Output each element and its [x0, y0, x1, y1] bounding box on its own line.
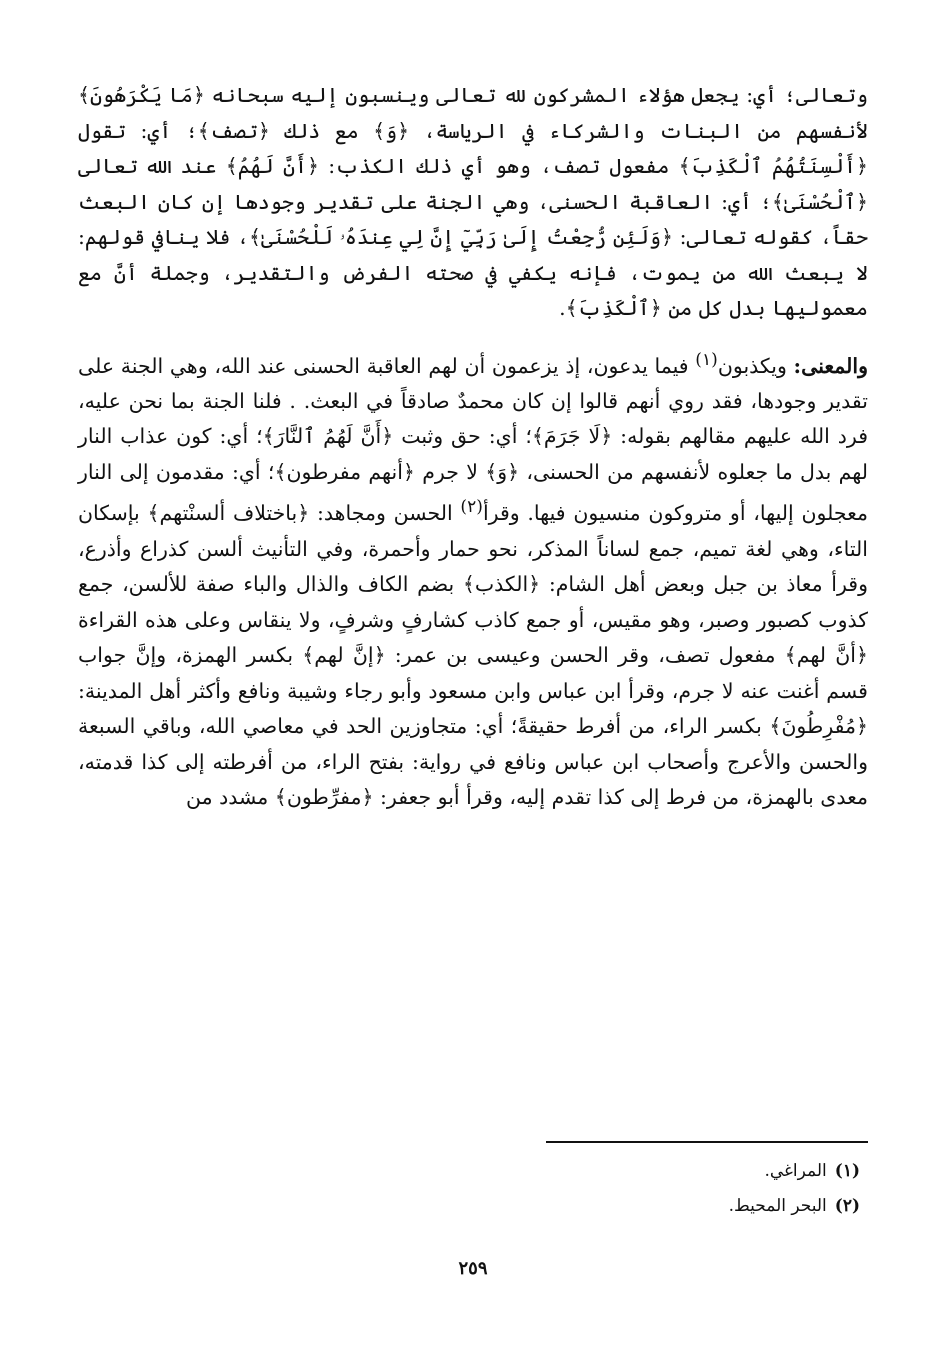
- footnote-number: (٢): [834, 1196, 860, 1216]
- document-page: [78, 78, 868, 1318]
- footnote-ref-2: (٢): [460, 497, 483, 518]
- footnote-number: (١): [834, 1161, 860, 1181]
- paragraph-2-text-c: الحسن ومجاهد: ﴿باختلاف ألسنْتهم﴾ بإسكان التاء، وهي لغة تميم، جمع لساناً المذكر، نحو حمار وأحمرة، وفي التأنيث ألسن كذراع وأذرع، وقرأ معاذ بن جبل وبعض أهل الشام: ﴿الكذب﴾ بضم الكاف والذال والباء صفة للألسن، جمع كذوب كصبور وصبر، وهو مقيس، أو جمع كاذب كشارفٍ وشرفٍ، ولا ينقاس وعلى هذه القراءة ﴿أنَّ لهم﴾ مفعول تصف، وقر الحسن وعيسى بن عمر: ﴿إنَّ لهم﴾ بكسر الهمزة، وإنَّ جواب قسم أغنت عنه لا جرم، وقرأ ابن عباس وابن مسعود وأبو رجاء وشيبة ونافع وأكثر أهل المدينة: ﴿مُفْرِطُونَ﴾ بكسر الراء، من أفرط حقيقةً؛ أي: متجاوزين الحد في معاصي الله، وباقي السبعة والحسن والأعرج وأصحاب ابن عباس ونافع في رواية: بفتح الراء، من أفرطته إلى كذا قدمته، معدى بالهمزة، من فرط إلى كذا تقدم إليه، وقرأ أبو جعفر: ﴿مفرِّطون﴾ مشدد من: [78, 501, 868, 810]
- footnote-text: البحر المحيط.: [728, 1196, 827, 1216]
- body-paragraph-1: وتعالى؛ أي: يجعل هؤلاء المشركون لله تعالى وينسبون إليه سبحانه ﴿مَا يَكْرَهُونَ﴾ لأنفسهم من البنات والشركاء في الرياسة، ﴿وَ﴾ مع ذلك ﴿تصف﴾؛ أي: تقول ﴿أَلْسِنَتُهُمُ ٱلْكَذِبَ﴾ مفعول تصف، وهو أي ذلك الكذب: ﴿أَنَّ لَهُمُ﴾ عند الله تعالى ﴿ٱلْحُسْنَىٰ﴾؛ أي: العاقبة الحسنى، وهي الجنة على تقدير وجودها إن كان البعث حقاً، كقوله تعالى: ﴿وَلَئِن رُّجِعْتُ إِلَىٰ رَبِّيٓ إِنَّ لِي عِندَهُۥ لَلْحُسْنَىٰ﴾، فلا ينافي قولهم: لا يبعث الله من يموت، فإنه يكفي في صحته الفرض والتقدير، وجملة أنَّ مع معموليها بدل كل من ﴿ٱلْكَذِبَ﴾.: [78, 83, 868, 320]
- page-number: ٢٥٩: [458, 1258, 488, 1279]
- footnote-text: المراغي.: [764, 1161, 827, 1181]
- body-paragraph-2: [78, 343, 868, 816]
- footnote-1: [260, 1154, 860, 1189]
- footnote-divider: [546, 1141, 868, 1143]
- footnotes-section: [260, 1154, 860, 1224]
- footnote-2: [260, 1189, 860, 1224]
- paragraph-2-text-b: فيما يدعون، إذ يزعمون أن لهم العاقبة الحسنى عند الله، وهي الجنة على تقدير وجودها، فقد روي أنهم قالوا إن كان محمدٌ صادقاً في البعث. . فلنا الجنة بما نحن عليه، فرد الله عليهم مقالهم بقوله: ﴿لَا جَرَمَ﴾؛ أي: حق وثبت ﴿أَنَّ لَهُمُ ٱلنَّارَ﴾؛ أي: كون عذاب النار لهم بدل ما جعلوه لأنفسهم من الحسنى، ﴿وَ﴾ لا جرم ﴿أنهم مفرطون﴾؛ أي: مقدمون إلى النار معجلون إليها، أو متروكون منسيون فيها. وقرأ: [78, 353, 868, 526]
- paragraph-lead-term: والمعنى:: [793, 353, 868, 378]
- footnote-ref-1: (١): [695, 349, 718, 370]
- paragraph-2-text-a: ويكذبون: [717, 353, 794, 378]
